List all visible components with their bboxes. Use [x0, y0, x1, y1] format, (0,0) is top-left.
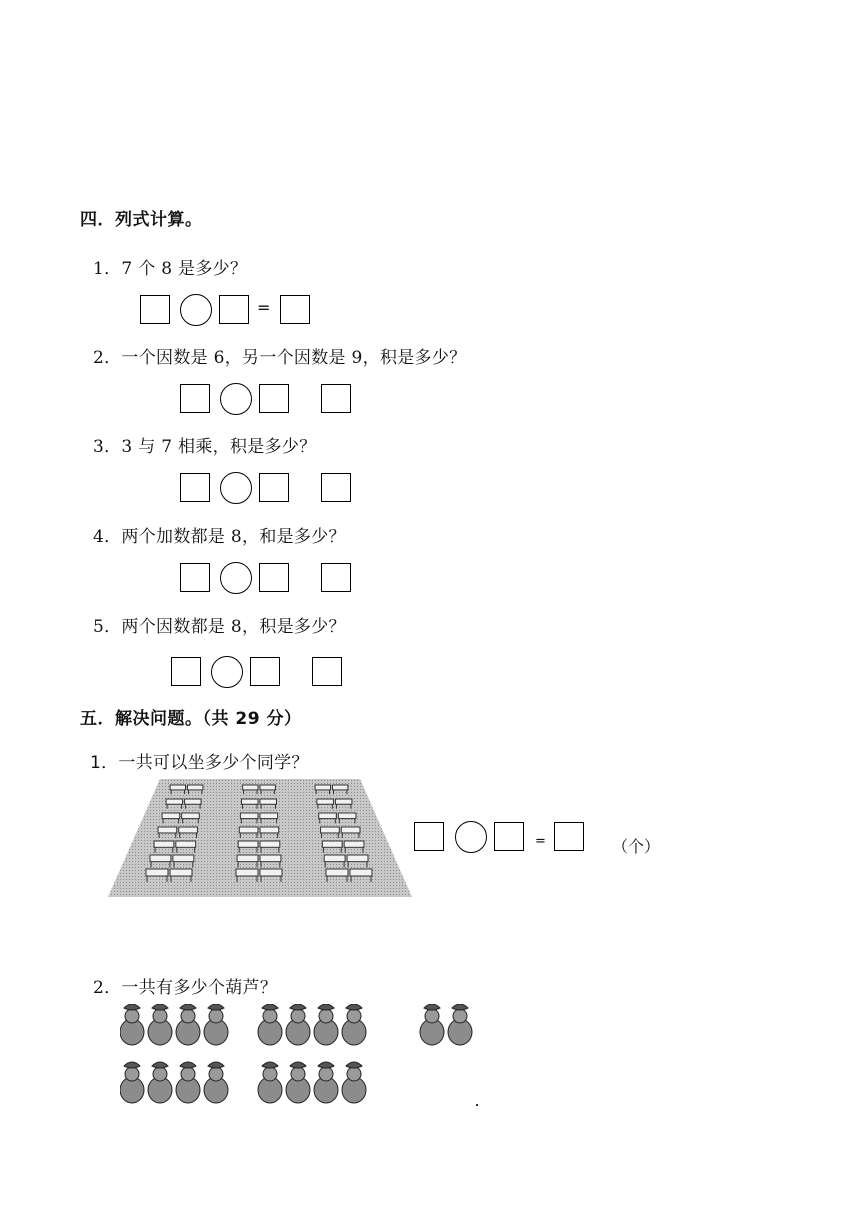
desk: [341, 827, 360, 833]
gourd: [204, 1004, 228, 1045]
answer-box[interactable]: [321, 384, 351, 413]
unit-label: （个）: [612, 837, 661, 856]
desk: [154, 841, 174, 847]
desk: [260, 841, 280, 847]
desk: [333, 785, 348, 790]
desk: [146, 869, 168, 876]
section-4-heading: 四．列式计算。: [80, 210, 203, 230]
desk: [260, 855, 281, 862]
gourd: [286, 1062, 310, 1103]
desk: [317, 799, 334, 804]
gourd: [420, 1004, 444, 1045]
gourd: [314, 1004, 338, 1045]
classroom-desks-image: [108, 777, 412, 899]
gourd: [176, 1062, 200, 1103]
desk: [260, 827, 279, 833]
answer-box[interactable]: [312, 657, 342, 686]
answer-box[interactable]: [180, 384, 210, 413]
answer-box[interactable]: [250, 657, 280, 686]
desk: [260, 785, 275, 790]
operator-circle[interactable]: [220, 472, 252, 504]
answer-box[interactable]: [280, 295, 310, 324]
desk: [158, 827, 177, 833]
desk: [315, 785, 330, 790]
gourd: [148, 1062, 172, 1103]
desk: [173, 855, 194, 862]
desk: [344, 841, 364, 847]
gourd: [342, 1004, 366, 1045]
section-5-heading: 五．解决问题。（共 29 分）: [80, 709, 302, 729]
answer-row-4-1: [140, 295, 320, 327]
desk: [185, 799, 202, 804]
desk: [347, 855, 368, 862]
answer-box[interactable]: [259, 473, 289, 502]
answer-box[interactable]: [321, 473, 351, 502]
desk: [170, 785, 185, 790]
desk: [242, 799, 259, 804]
desk: [260, 799, 277, 804]
gourd: [448, 1004, 472, 1045]
answer-row-4-4: [180, 563, 360, 595]
desk: [176, 841, 196, 847]
desk: [338, 813, 356, 819]
desk: [324, 855, 345, 862]
desk: [260, 869, 282, 876]
gourd: [342, 1062, 366, 1103]
desk: [243, 785, 258, 790]
gourd: [120, 1004, 144, 1045]
desk: [188, 785, 203, 790]
answer-row-4-5: [171, 657, 351, 689]
desk: [237, 855, 258, 862]
gourd: [148, 1004, 172, 1045]
answer-box[interactable]: [180, 473, 210, 502]
desk: [162, 813, 180, 819]
answer-row-4-3: [180, 473, 360, 505]
operator-circle[interactable]: [211, 656, 243, 688]
gourd: [286, 1004, 310, 1045]
gourd: [258, 1062, 282, 1103]
desk: [326, 869, 348, 876]
answer-box[interactable]: [321, 563, 351, 592]
gourd: [204, 1062, 228, 1103]
question-4-1: 1．7 个 8 是多少？: [93, 259, 248, 279]
operator-circle[interactable]: [220, 562, 252, 594]
answer-row-4-2: [180, 384, 360, 416]
answer-box[interactable]: [259, 384, 289, 413]
answer-box[interactable]: [494, 822, 524, 851]
question-4-4: 4．两个加数都是 8，和是多少？: [93, 527, 346, 547]
operator-circle[interactable]: [455, 821, 487, 853]
equals-sign: =: [257, 298, 271, 317]
desk: [150, 855, 171, 862]
desk: [166, 799, 183, 804]
desk: [238, 841, 258, 847]
equals-sign: =: [535, 834, 546, 849]
operator-circle[interactable]: [220, 383, 252, 415]
question-4-3: 3．3 与 7 相乘，积是多少？: [93, 437, 317, 457]
gourd: [176, 1004, 200, 1045]
answer-box[interactable]: [414, 822, 444, 851]
answer-box[interactable]: [140, 295, 170, 324]
desk: [182, 813, 200, 819]
question-4-2: 2．一个因数是 6，另一个因数是 9，积是多少？: [93, 348, 467, 368]
answer-box[interactable]: [259, 563, 289, 592]
desk: [321, 827, 340, 833]
answer-box[interactable]: [554, 822, 584, 851]
desk: [170, 869, 192, 876]
gourds-image: [120, 1004, 490, 1108]
question-4-5: 5．两个因数都是 8，积是多少？: [93, 617, 346, 637]
desk: [335, 799, 352, 804]
desk: [350, 869, 372, 876]
desk: [322, 841, 342, 847]
answer-row-5-1: [414, 822, 674, 854]
stray-mark: [476, 1104, 478, 1106]
gourd: [258, 1004, 282, 1045]
desk: [179, 827, 198, 833]
answer-box[interactable]: [171, 657, 201, 686]
desk: [240, 813, 258, 819]
gourd: [120, 1062, 144, 1103]
desk: [319, 813, 337, 819]
answer-box[interactable]: [219, 295, 249, 324]
operator-circle[interactable]: [180, 294, 212, 326]
question-5-2: 2．一共有多少个葫芦？: [93, 978, 278, 998]
desk: [239, 827, 258, 833]
gourd: [314, 1062, 338, 1103]
desk: [236, 869, 258, 876]
desk: [260, 813, 278, 819]
question-5-1: 1．一共可以坐多少个同学？: [90, 753, 309, 773]
answer-box[interactable]: [180, 563, 210, 592]
